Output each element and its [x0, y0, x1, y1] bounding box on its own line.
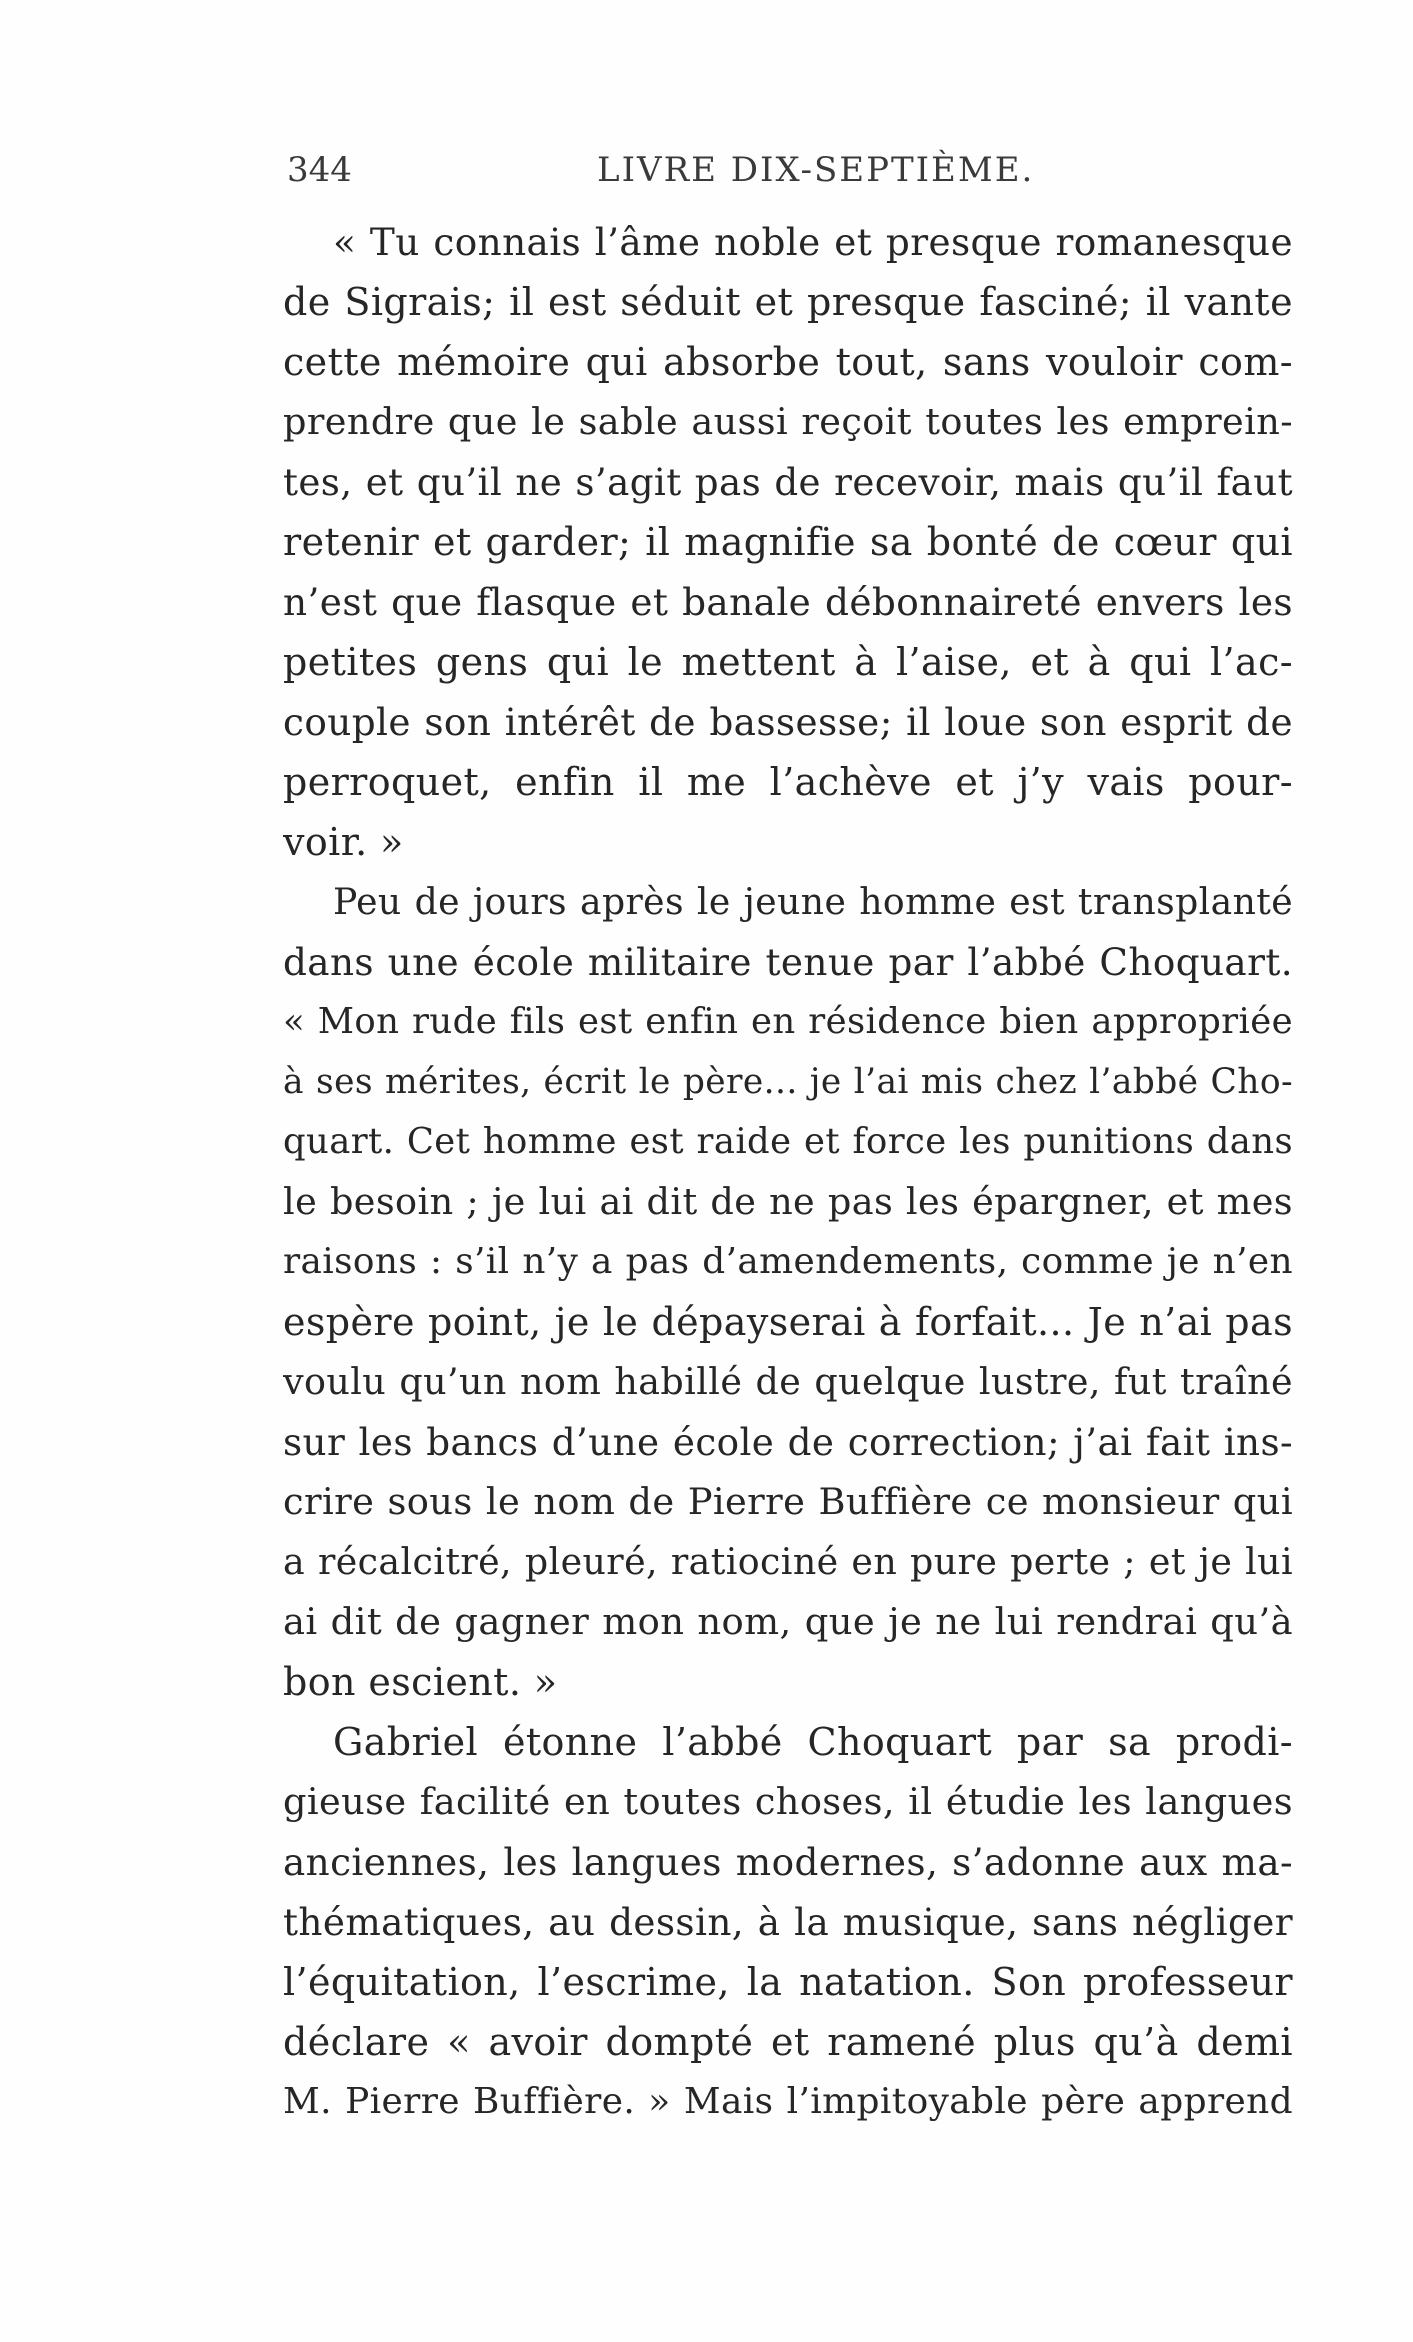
text-line: M. Pierre Buffière. » Mais l’impitoyable père apprend: [283, 2081, 1293, 2122]
text-line: thématiques, au dessin, à la musique, sans négliger: [283, 1900, 1293, 1944]
text-line: ai dit de gagner mon nom, que je ne lui rendrai qu’à: [283, 1600, 1293, 1643]
text-line: raisons : s’il n’y a pas d’amendements, comme je n’en: [283, 1241, 1293, 1282]
running-title: LIVRE DIX-SEPTIÈME.: [597, 150, 1035, 190]
text-line: tes, et qu’il ne s’agit pas de recevoir, mais qu’il faut: [283, 460, 1293, 504]
text-line: espère point, je le dépayserai à forfait... Je n’ai pas: [283, 1300, 1293, 1344]
text-line: crire sous le nom de Pierre Buffière ce monsieur qui: [283, 1480, 1293, 1523]
text-line: bon escient. »: [283, 1660, 558, 1704]
text-line: gieuse facilité en toutes choses, il étudie les langues: [283, 1780, 1293, 1823]
text-line: prendre que le sable aussi reçoit toutes les emprein-: [283, 400, 1293, 443]
body-text: [283, 212, 1293, 2132]
text-line: petites gens qui le mettent à l’aise, et à qui l’ac-: [283, 640, 1293, 684]
text-line: voulu qu’un nom habillé de quelque lustre, fut traîné: [283, 1360, 1293, 1403]
page-number: 344: [287, 150, 352, 190]
text-line: cette mémoire qui absorbe tout, sans vouloir com-: [283, 340, 1293, 384]
text-line: dans une école militaire tenue par l’abbé Choquart.: [283, 940, 1293, 984]
text-line: déclare « avoir dompté et ramené plus qu’à demi: [283, 2020, 1293, 2064]
text-line: perroquet, enfin il me l’achève et j’y vais pour-: [283, 760, 1293, 804]
text-line: a récalcitré, pleuré, ratiociné en pure perte ; et je lui: [283, 1540, 1293, 1583]
text-line: Peu de jours après le jeune homme est transplanté: [333, 880, 1293, 923]
text-line: Gabriel étonne l’abbé Choquart par sa prodi-: [333, 1720, 1293, 1764]
text-line: à ses mérites, écrit le père... je l’ai mis chez l’abbé Cho-: [283, 1062, 1293, 1102]
text-line: sur les bancs d’une école de correction; j’ai fait ins-: [283, 1420, 1293, 1464]
text-line: l’équitation, l’escrime, la natation. Son professeur: [283, 1960, 1293, 2004]
text-line: quart. Cet homme est raide et force les punitions dans: [283, 1121, 1293, 1162]
text-line: le besoin ; je lui ai dit de ne pas les épargner, et mes: [283, 1180, 1293, 1223]
text-line: voir. »: [283, 820, 404, 864]
text-line: « Mon rude fils est enfin en résidence bien appropriée: [283, 1001, 1293, 1042]
text-line: de Sigrais; il est séduit et presque fasciné; il vante: [283, 280, 1293, 324]
text-line: n’est que flasque et banale débonnaireté envers les: [283, 580, 1293, 624]
text-line: « Tu connais l’âme noble et presque romanesque: [333, 220, 1293, 264]
text-line: couple son intérêt de bassesse; il loue son esprit de: [283, 700, 1293, 744]
text-line: retenir et garder; il magnifie sa bonté de cœur qui: [283, 520, 1293, 564]
text-line: anciennes, les langues modernes, s’adonne aux ma-: [283, 1840, 1293, 1884]
running-head: [287, 150, 1297, 196]
